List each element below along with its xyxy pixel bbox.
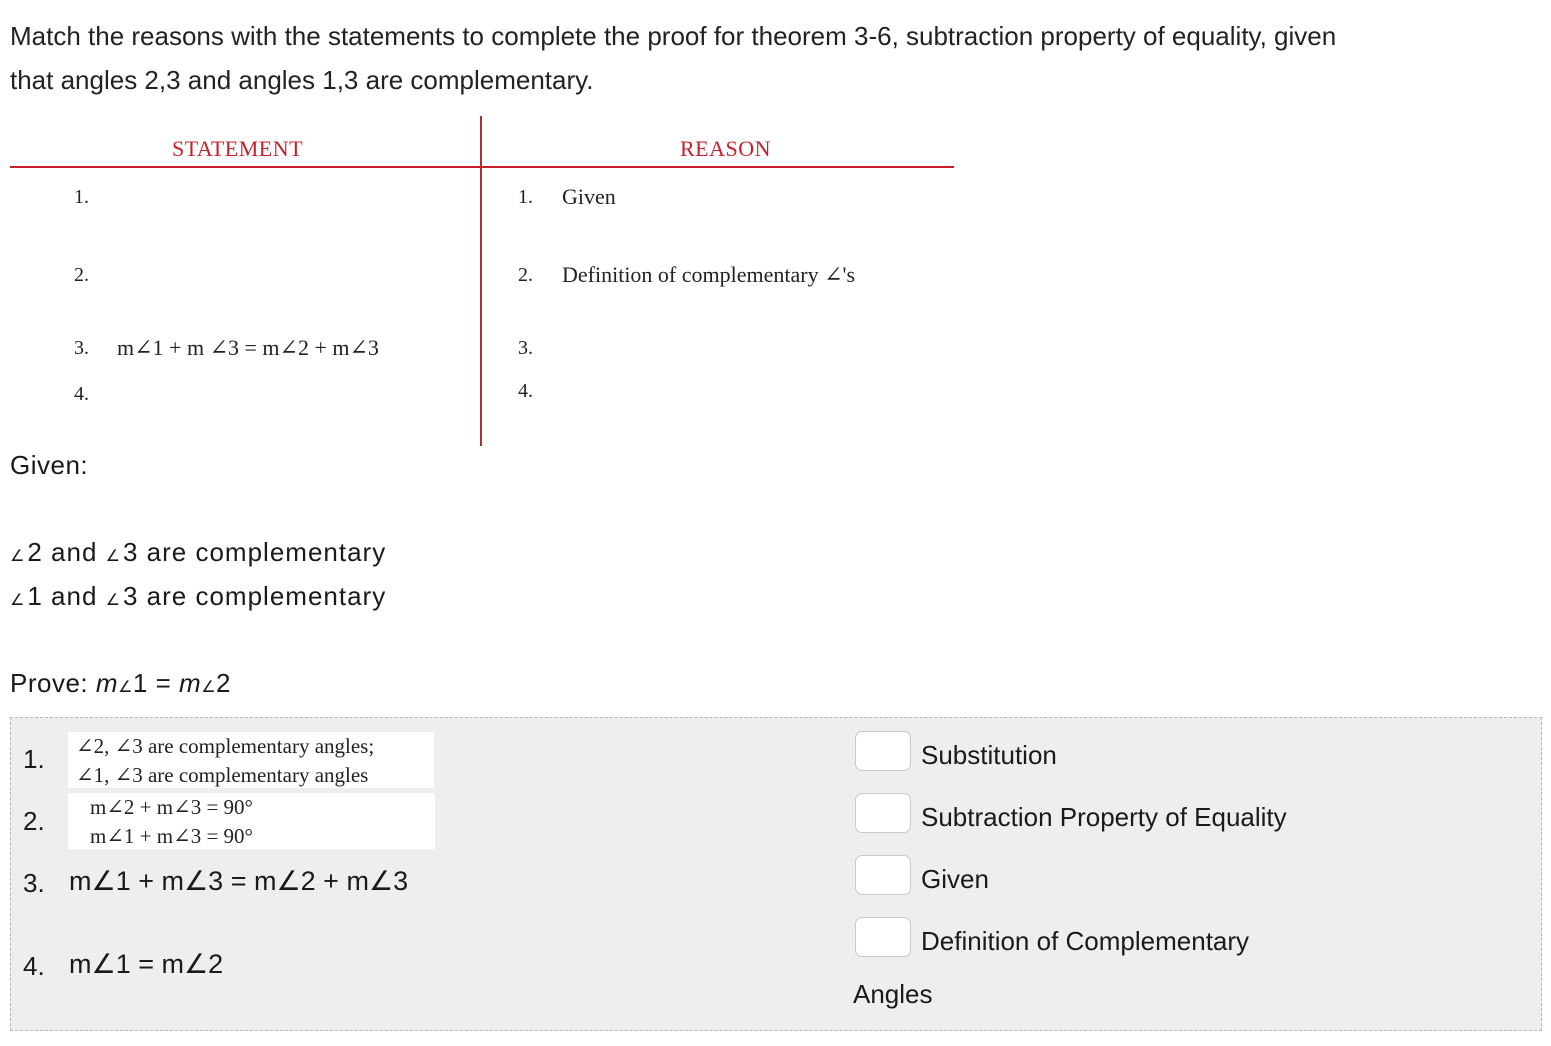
choice-given[interactable]: Given — [921, 864, 989, 894]
question-prompt — [10, 14, 1530, 102]
statement-4: m∠1 = m∠2 — [69, 949, 224, 979]
reason-number-3: 3. — [518, 337, 533, 359]
statement-image-1: ∠2, ∠3 are complementary angles; ∠1, ∠3 are complementary angles — [68, 732, 434, 788]
angle-icon: ∠ — [10, 592, 26, 609]
drop-target-given[interactable] — [855, 855, 911, 895]
given-line-1: ∠2 and ∠3 are complementary — [10, 537, 387, 567]
choice-definition-complementary-wrap[interactable]: Angles — [853, 979, 933, 1009]
statement-number-1: 1. — [74, 186, 89, 208]
angle-icon: ∠ — [10, 548, 26, 565]
choice-substitution[interactable]: Substitution — [921, 740, 1057, 770]
prompt-line-2: that angles 2,3 and angles 1,3 are complementary. — [10, 65, 594, 95]
given-line-2: ∠1 and ∠3 are complementary — [10, 581, 387, 611]
proof-table-image — [10, 116, 954, 446]
statement-number-2: 2. — [74, 264, 89, 286]
statement-header: STATEMENT — [172, 136, 304, 161]
prompt-line-1: Match the reasons with the statements to complete the proof for theorem 3-6, subtraction property of equality, given — [10, 21, 1337, 51]
angle-icon: ∠ — [118, 679, 133, 696]
drop-target-definition-complementary[interactable] — [855, 917, 911, 957]
statement-number-3: 3. — [74, 337, 89, 359]
reason-2-text: Definition of complementary ∠'s — [562, 262, 856, 287]
table-divider-horizontal — [10, 166, 954, 168]
statement-image-2: m∠2 + m∠3 = 90° m∠1 + m∠3 = 90° — [68, 793, 435, 849]
reason-number-1: 1. — [518, 186, 533, 208]
reason-header: REASON — [680, 136, 772, 161]
row-number-3: 3. — [23, 868, 45, 898]
statement-3: m∠1 + m∠3 = m∠2 + m∠3 — [69, 866, 409, 896]
drop-target-subtraction-property[interactable] — [855, 793, 911, 833]
angle-icon: ∠ — [105, 548, 121, 565]
drop-target-substitution[interactable] — [855, 731, 911, 771]
prove-label: Prove: — [10, 668, 89, 698]
statement-number-4: 4. — [74, 383, 89, 405]
reason-1-text: Given — [562, 184, 616, 209]
row-number-1: 1. — [23, 744, 45, 774]
row-number-4: 4. — [23, 951, 45, 981]
given-heading: Given: — [10, 450, 89, 480]
row-number-2: 2. — [23, 806, 45, 836]
choice-subtraction-property[interactable]: Subtraction Property of Equality — [921, 802, 1287, 832]
prove-statement: Prove: m∠1 = m∠2 — [10, 668, 231, 698]
reason-number-2: 2. — [518, 264, 533, 286]
statement-3-text: m∠1 + m ∠3 = m∠2 + m∠3 — [117, 335, 379, 360]
angle-icon: ∠ — [105, 592, 121, 609]
reason-number-4: 4. — [518, 380, 533, 402]
angle-icon: ∠ — [201, 679, 217, 696]
choice-definition-complementary[interactable]: Definition of Complementary — [921, 926, 1250, 956]
